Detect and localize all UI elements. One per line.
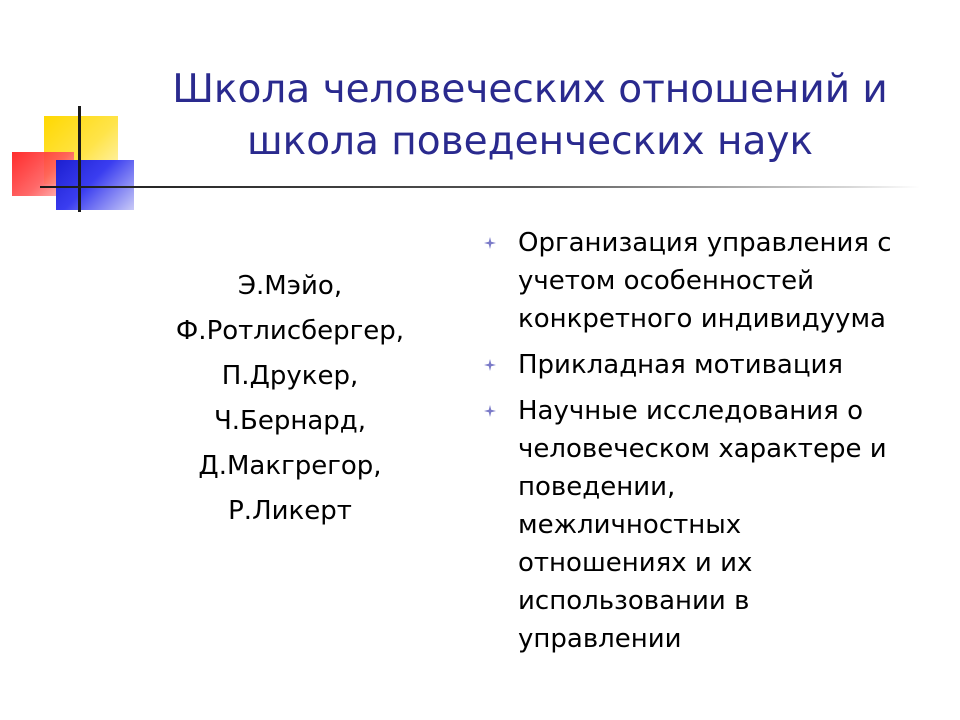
list-item-line: Прикладная мотивация (518, 350, 844, 380)
title-line: школа поведенческих наук (246, 119, 813, 164)
list-item (480, 346, 940, 384)
list-item-line: использовании в (518, 586, 750, 616)
author-name: П.Друкер, (221, 361, 359, 391)
diamond-bullet-icon (484, 405, 496, 417)
list-item (480, 224, 940, 338)
features-list (480, 224, 940, 666)
decorative-vertical-line (78, 106, 81, 212)
author-name: Д.Макгрегор, (198, 451, 382, 481)
title-underline (40, 186, 920, 188)
author-name: Ч.Бернард, (213, 406, 367, 436)
list-item-line: человеческом характере и (518, 434, 887, 464)
list-item-line: управлении (518, 624, 682, 654)
list-item (480, 392, 940, 658)
diamond-bullet-icon (484, 359, 496, 371)
list-item-line: Организация управления с (518, 228, 892, 258)
list-item-line: Научные исследования о (518, 396, 863, 426)
list-item-line: отношениях и их (518, 548, 753, 578)
list-item-text (518, 346, 940, 384)
list-item-line: поведении, (518, 472, 676, 502)
slide-title (140, 64, 920, 168)
list-item-text (518, 224, 940, 338)
title-line: Школа человеческих отношений и (172, 67, 888, 112)
list-item-line: конкретного индивидуума (518, 304, 886, 334)
diamond-bullet-icon (484, 237, 496, 249)
list-item-line: учетом особенностей (518, 266, 815, 296)
list-item-text (518, 392, 940, 658)
author-name: Э.Мэйо, (237, 271, 343, 301)
author-name: Ф.Ротлисбергер, (175, 316, 405, 346)
decorative-blue-square (56, 160, 134, 210)
list-item-line: межличностных (518, 510, 742, 540)
authors-list (150, 264, 430, 534)
author-name: Р.Ликерт (228, 496, 352, 526)
